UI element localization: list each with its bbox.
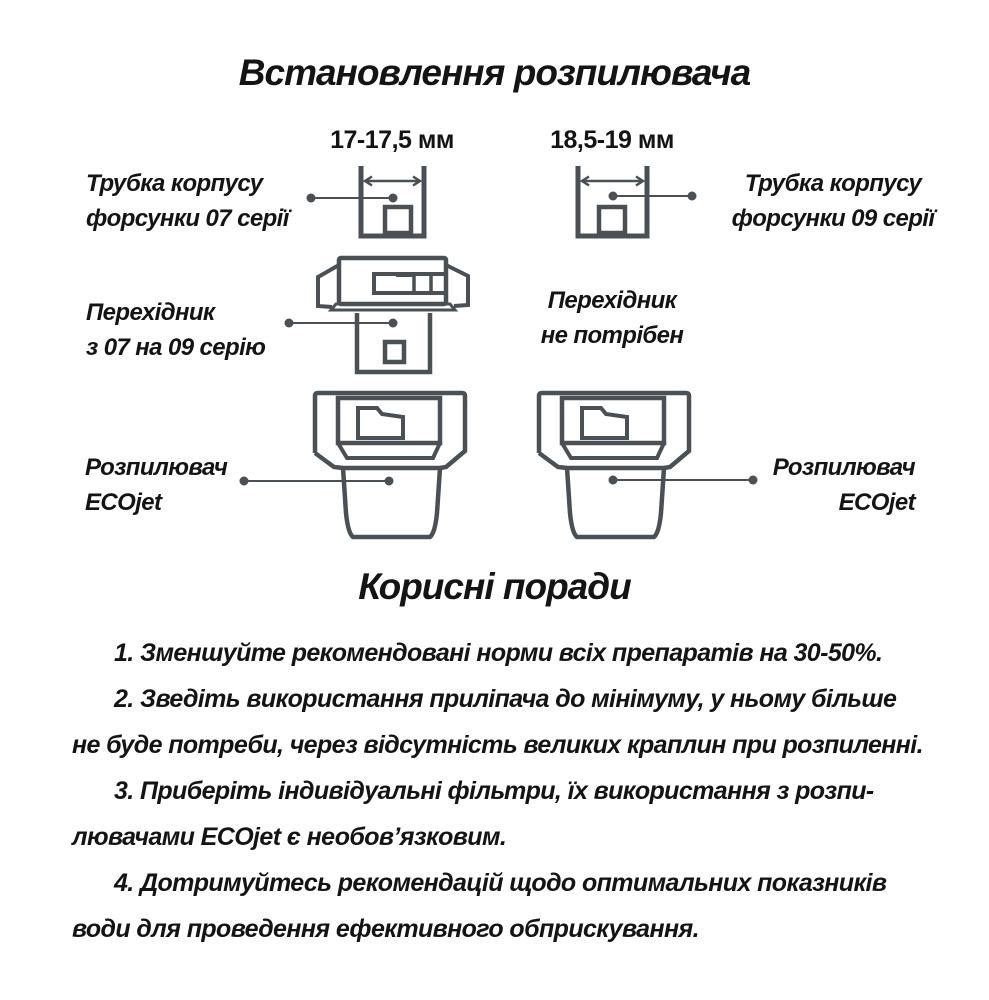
leader-line-adapter bbox=[285, 319, 398, 328]
sprayer-right-diagram bbox=[539, 393, 689, 537]
tip-4-line-2: води для проведення ефективного обприскування. bbox=[72, 915, 699, 943]
tips-heading: Корисні поради bbox=[358, 566, 631, 607]
adapter-label-line2: з 07 на 09 серію bbox=[86, 334, 266, 361]
tip-1-line-1: 1. Зменшуйте рекомендовані норми всіх препаратів на 30-50%. bbox=[114, 639, 883, 667]
measurement-09: 18,5-19 мм bbox=[550, 126, 674, 154]
tube-07-label-line2: форсунки 07 серії bbox=[86, 205, 289, 232]
page-title: Встановлення розпилювача bbox=[238, 52, 751, 93]
sprayer-label-left-line2: ECOjet bbox=[85, 489, 162, 516]
no-adapter-label bbox=[502, 283, 722, 353]
tip-2-line-1: 2. Зведіть використання приліпача до мінімуму, у ньому більше bbox=[114, 685, 897, 713]
width-arrow-icon bbox=[582, 177, 643, 186]
tips-list bbox=[72, 630, 932, 952]
adapter-diagram bbox=[318, 258, 468, 372]
tube-07-label bbox=[86, 166, 289, 236]
tube-07-label-line1: Трубка корпусу bbox=[86, 170, 263, 197]
width-arrow-icon bbox=[365, 177, 420, 186]
tube-09-diagram bbox=[578, 166, 647, 236]
tip-3-line-2: лювачами ECOjet є необов’язковим. bbox=[72, 823, 507, 851]
tube-09-label bbox=[703, 166, 963, 236]
sprayer-label-left-line1: Розпилювач bbox=[85, 454, 228, 481]
no-adapter-label-line2: не потрібен bbox=[540, 322, 684, 349]
sprayer-label-right bbox=[715, 450, 915, 520]
tip-2-line-2: не буде потреби, через відсутність великих краплин при розпиленні. bbox=[72, 731, 923, 759]
no-adapter-label-line1: Перехідник bbox=[547, 287, 677, 314]
adapter-label bbox=[86, 295, 265, 365]
measurement-07: 17-17,5 мм bbox=[330, 126, 454, 154]
tube-09-label-line1: Трубка корпусу bbox=[744, 170, 922, 197]
tip-3-line-1: 3. Приберіть індивідуальні фільтри, їх використання з розпи- bbox=[114, 777, 874, 805]
leader-line-tube-09 bbox=[609, 192, 697, 201]
tube-07-diagram bbox=[361, 166, 424, 236]
sprayer-label-right-line2: ECOjet bbox=[838, 489, 915, 516]
sprayer-label-left bbox=[85, 450, 227, 520]
tip-4-line-1: 4. Дотримуйтесь рекомендацій щодо оптимальних показників bbox=[114, 869, 887, 897]
adapter-label-line1: Перехідник bbox=[86, 299, 215, 326]
tube-09-label-line2: форсунки 09 серії bbox=[731, 205, 935, 232]
sprayer-left-diagram bbox=[315, 393, 465, 537]
leader-line-sprayer-left bbox=[240, 477, 394, 486]
leader-line-tube-07 bbox=[307, 194, 398, 203]
sprayer-label-right-line1: Розпилювач bbox=[772, 454, 915, 481]
